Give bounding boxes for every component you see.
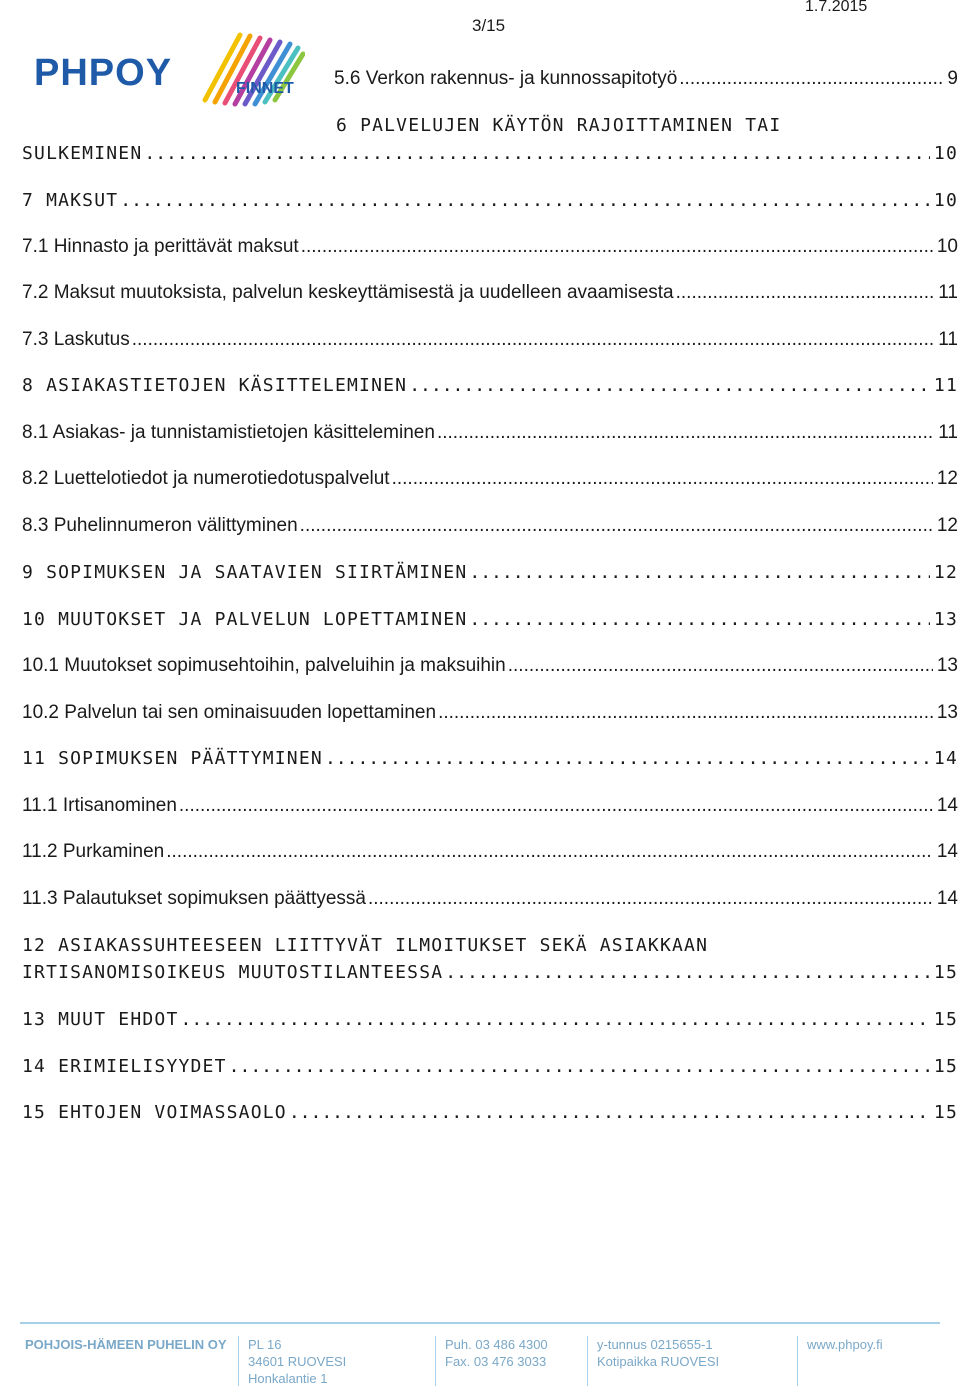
toc-leader-dots [179, 794, 933, 818]
toc-entry-page: 13 [936, 702, 958, 723]
footer-separator [238, 1336, 239, 1386]
logo-wordmark: PHPOY [34, 52, 173, 94]
toc-entry[interactable] [22, 794, 958, 818]
footer-divider [20, 1322, 940, 1324]
toc-entry-page: 15 [933, 962, 958, 983]
footer-address [248, 1336, 346, 1387]
toc-entry-heading[interactable] [22, 561, 958, 585]
logo-stripes-icon [195, 30, 305, 110]
toc-entry[interactable] [22, 654, 958, 678]
toc-entry[interactable] [334, 67, 958, 91]
toc-entry-page: 9 [947, 68, 958, 89]
toc-entry-heading[interactable] [22, 608, 958, 632]
toc-entry-label: 7.2 Maksut muutoksista, palvelun keskeyttämisestä ja uudelleen avaamisesta [22, 282, 674, 303]
toc-entry-label: 7.1 Hinnasto ja perittävät maksut [22, 236, 299, 257]
toc-entry-label: 8.1 Asiakas- ja tunnistamistietojen käsitteleminen [22, 422, 435, 443]
toc-entry-page: 15 [933, 1009, 958, 1030]
toc-entry-page: 10 [933, 190, 958, 211]
toc-entry-label: 11 SOPIMUKSEN PÄÄTTYMINEN [22, 748, 323, 769]
toc-entry-page: 12 [936, 515, 958, 536]
toc-entry[interactable] [22, 421, 958, 445]
toc-entry-page: 11 [933, 375, 958, 396]
footer-company: POHJOIS-HÄMEEN PUHELIN OY [25, 1337, 227, 1352]
toc-leader-dots [469, 561, 930, 585]
toc-entry-page: 13 [936, 655, 958, 676]
toc-leader-dots [368, 887, 933, 911]
toc-entry-label: 8.3 Puhelinnumeron välittyminen [22, 515, 298, 536]
toc-heading-line: 12 ASIAKASSUHTEESEEN LIITTYVÄT ILMOITUKSET SEKÄ ASIAKKAAN [22, 935, 709, 956]
toc-entry-label: SULKEMINEN [22, 143, 143, 164]
footer-separator [587, 1336, 588, 1386]
toc-entry-page: 14 [936, 888, 958, 909]
toc-leader-dots [289, 1101, 930, 1125]
toc-leader-dots [180, 1008, 929, 1032]
footer-separator [797, 1336, 798, 1386]
toc-entry[interactable] [22, 281, 958, 305]
footer-address-line: PL 16 [248, 1337, 282, 1352]
toc-entry[interactable] [22, 840, 958, 864]
toc-entry-heading[interactable] [22, 1008, 958, 1032]
page-number: 3/15 [472, 16, 506, 35]
toc-entry-page: 10 [936, 236, 958, 257]
toc-entry-page: 14 [936, 841, 958, 862]
toc-leader-dots [676, 281, 935, 305]
footer-address-line: Honkalantie 1 [248, 1371, 328, 1386]
toc-entry-label: 13 MUUT EHDOT [22, 1009, 179, 1030]
toc-entry-label: 11.1 Irtisanominen [22, 795, 177, 816]
toc-leader-dots [679, 67, 943, 91]
toc-entry[interactable] [22, 328, 958, 352]
footer-business [597, 1336, 719, 1370]
document-date: 1.7.2015 [805, 0, 868, 15]
toc-entry[interactable] [22, 887, 958, 911]
toc-entry-label: 8.2 Luettelotiedot ja numerotiedotuspalvelut [22, 468, 390, 489]
toc-entry-label: 5.6 Verkon rakennus- ja kunnossapitotyö [334, 68, 678, 89]
toc-entry-heading[interactable] [22, 747, 958, 771]
toc-leader-dots [301, 235, 933, 259]
toc-entry-heading[interactable] [22, 189, 958, 213]
footer-phone-line: Puh. 03 486 4300 [445, 1337, 548, 1352]
toc-entry-page: 11 [938, 282, 958, 303]
toc-entry-label: 9 SOPIMUKSEN JA SAATAVIEN SIIRTÄMINEN [22, 562, 468, 583]
toc-entry-label: 7 MAKSUT [22, 190, 119, 211]
toc-entry[interactable] [22, 514, 958, 538]
footer-fax-line: Fax. 03 476 3033 [445, 1354, 547, 1369]
toc-leader-dots [144, 142, 930, 166]
toc-entry-heading[interactable] [22, 142, 958, 166]
toc-entry-label: IRTISANOMISOIKEUS MUUTOSTILANTEESSA [22, 962, 444, 983]
toc-entry-page: 15 [933, 1102, 958, 1123]
footer-address-line: 34601 RUOVESI [248, 1354, 347, 1369]
toc-entry-heading[interactable] [22, 1101, 958, 1125]
toc-leader-dots [325, 747, 930, 771]
toc-leader-dots [300, 514, 933, 538]
toc-entry-label: 14 ERIMIELISYYDET [22, 1056, 227, 1077]
footer-phone [445, 1336, 548, 1370]
toc-entry-heading[interactable] [22, 374, 958, 398]
toc-leader-dots [437, 421, 934, 445]
toc-entry-page: 14 [936, 795, 958, 816]
toc-entry-heading[interactable] [22, 1055, 958, 1079]
toc-leader-dots [120, 189, 930, 213]
toc-entry-heading[interactable] [22, 961, 958, 985]
toc-leader-dots [508, 654, 933, 678]
toc-heading-line: 6 PALVELUJEN KÄYTÖN RAJOITTAMINEN TAI [336, 115, 782, 136]
toc-entry-label: 10.1 Muutokset sopimusehtoihin, palveluihin ja maksuihin [22, 655, 506, 676]
toc-entry-page: 13 [933, 609, 958, 630]
toc-entry-page: 11 [938, 422, 958, 443]
toc-leader-dots [229, 1055, 930, 1079]
toc-entry[interactable] [22, 467, 958, 491]
toc-leader-dots [438, 701, 933, 725]
toc-entry-page: 14 [933, 748, 958, 769]
toc-entry[interactable] [22, 701, 958, 725]
toc-entry-page: 12 [933, 562, 958, 583]
toc-entry-label: 7.3 Laskutus [22, 329, 130, 350]
toc-entry-label: 8 ASIAKASTIETOJEN KÄSITTELEMINEN [22, 375, 408, 396]
toc-entry-page: 12 [936, 468, 958, 489]
toc-entry-label: 11.2 Purkaminen [22, 841, 165, 862]
toc-leader-dots [392, 467, 933, 491]
toc-entry-page: 15 [933, 1056, 958, 1077]
page-footer [20, 1322, 940, 1392]
toc-entry[interactable] [22, 235, 958, 259]
toc-leader-dots [469, 608, 930, 632]
toc-leader-dots [166, 840, 933, 864]
toc-entry-page: 10 [933, 143, 958, 164]
footer-separator [435, 1336, 436, 1386]
toc-entry-label: 10.2 Palvelun tai sen ominaisuuden lopettaminen [22, 702, 437, 723]
toc-entry-label: 10 MUUTOKSET JA PALVELUN LOPETTAMINEN [22, 609, 468, 630]
footer-business-id: y-tunnus 0215655-1 [597, 1337, 713, 1352]
company-logo [30, 30, 300, 110]
toc-entry-label: 15 EHTOJEN VOIMASSAOLO [22, 1102, 287, 1123]
toc-leader-dots [445, 961, 930, 985]
toc-leader-dots [409, 374, 930, 398]
footer-website[interactable]: www.phpoy.fi [807, 1337, 883, 1352]
toc-leader-dots [132, 328, 935, 352]
toc-entry-label: 11.3 Palautukset sopimuksen päättyessä [22, 888, 366, 909]
toc-entry-page: 11 [938, 329, 958, 350]
logo-subtitle: FINNET [236, 80, 294, 97]
footer-domicile: Kotipaikka RUOVESI [597, 1354, 720, 1369]
